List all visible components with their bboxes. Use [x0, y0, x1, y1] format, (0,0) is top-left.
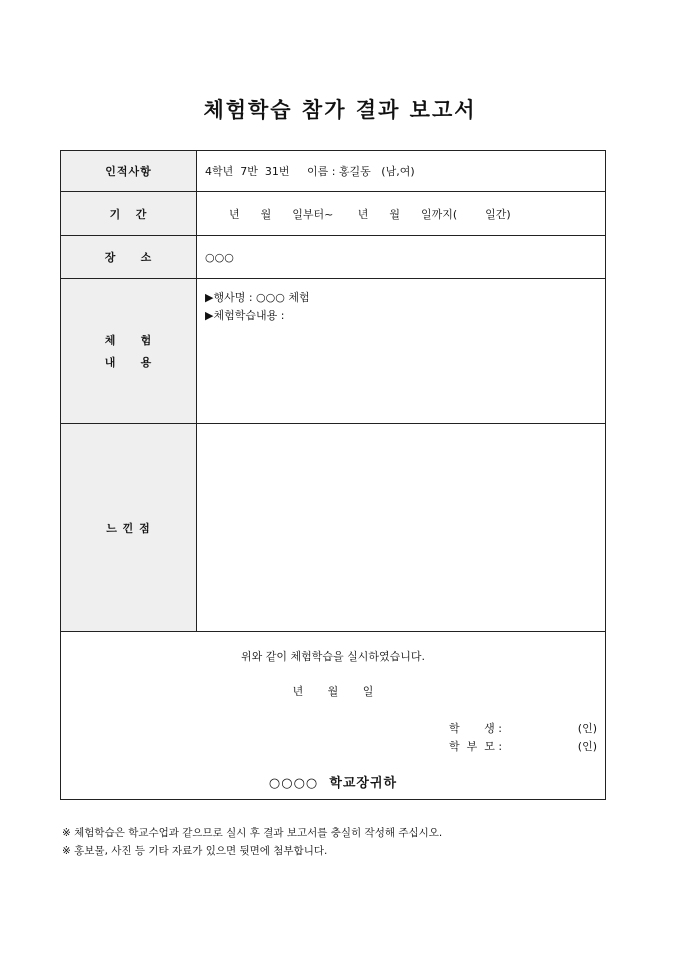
row-place	[61, 236, 605, 279]
period-label: 기 간	[61, 192, 197, 235]
parent-label: 학 부 모 :	[449, 740, 503, 753]
note-line-2: ※ 홍보물, 사진 등 기타 자료가 있으면 뒷면에 첨부합니다.	[62, 845, 328, 857]
parent-seal: (인)	[577, 740, 597, 753]
personal-info-field[interactable]: 4학년 7반 31번 이름 : 홍길동 (남,여)	[205, 165, 415, 178]
report-title: 체험학습 참가 결과 보고서	[203, 98, 477, 122]
experience-detail-line: ▶체험학습내용 :	[205, 309, 285, 322]
content-lines	[205, 289, 310, 325]
notes	[62, 824, 442, 860]
student-seal: (인)	[577, 722, 597, 735]
student-label: 학 생 :	[449, 722, 502, 735]
row-impression	[61, 424, 605, 632]
signature-date[interactable]: 년 월 일	[292, 685, 374, 698]
event-name-line: ▶행사명 : ○○○ 체험	[205, 291, 310, 304]
content-label-line1: 체 험	[104, 334, 153, 347]
row-period	[61, 192, 605, 236]
row-personal-info	[61, 151, 605, 192]
impression-label: 느 낀 점	[61, 424, 197, 631]
content-label-line2: 내 용	[104, 356, 153, 369]
report-form	[60, 150, 606, 800]
note-line-1: ※ 체험학습은 학교수업과 같으므로 실시 후 결과 보고서를 충실히 작성해 주십시오.	[62, 827, 443, 839]
school-addressee: ○○○○ 학교장귀하	[268, 776, 398, 791]
row-content	[61, 279, 605, 424]
content-label	[61, 279, 197, 423]
impression-field[interactable]	[197, 424, 605, 631]
signature-section	[61, 632, 605, 799]
period-field[interactable]: 년 월 일부터~ 년 월 일까지( 일간)	[229, 207, 511, 221]
personal-info-label: 인적사항	[61, 151, 197, 191]
confirmation-statement: 위와 같이 체험학습을 실시하였습니다.	[240, 650, 425, 663]
place-label: 장 소	[61, 236, 197, 278]
place-field[interactable]: ○○○	[205, 250, 234, 264]
